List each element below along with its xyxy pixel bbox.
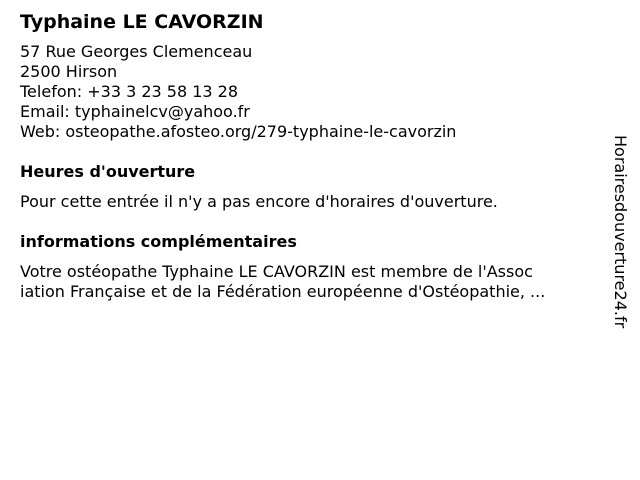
phone-line: Telefon: +33 3 23 58 13 28 xyxy=(20,82,239,101)
sidebar-brand xyxy=(610,135,630,345)
web-line: Web: osteopathe.afosteo.org/279-typhaine-le-cavorzin xyxy=(20,122,457,141)
entry-card xyxy=(20,10,605,302)
info-text-line-2: iation Française et de la Fédération européenne d'Ostéopathie, ... xyxy=(20,282,546,301)
brand-vertical-text: Horairesdouverture24.fr xyxy=(611,135,630,329)
info-text-line-1: Votre ostéopathe Typhaine LE CAVORZIN est membre de l'Assoc xyxy=(20,262,533,281)
hours-text: Pour cette entrée il n'y a pas encore d'horaires d'ouverture. xyxy=(20,192,498,211)
address-street: 57 Rue Georges Clemenceau xyxy=(20,42,253,61)
entry-name: Typhaine LE CAVORZIN xyxy=(20,11,264,33)
hours-heading: Heures d'ouverture xyxy=(20,162,196,181)
info-text xyxy=(20,262,605,302)
email-line: Email: typhainelcv@yahoo.fr xyxy=(20,102,250,121)
address-city: 2500 Hirson xyxy=(20,62,118,81)
info-heading: informations complémentaires xyxy=(20,232,297,251)
